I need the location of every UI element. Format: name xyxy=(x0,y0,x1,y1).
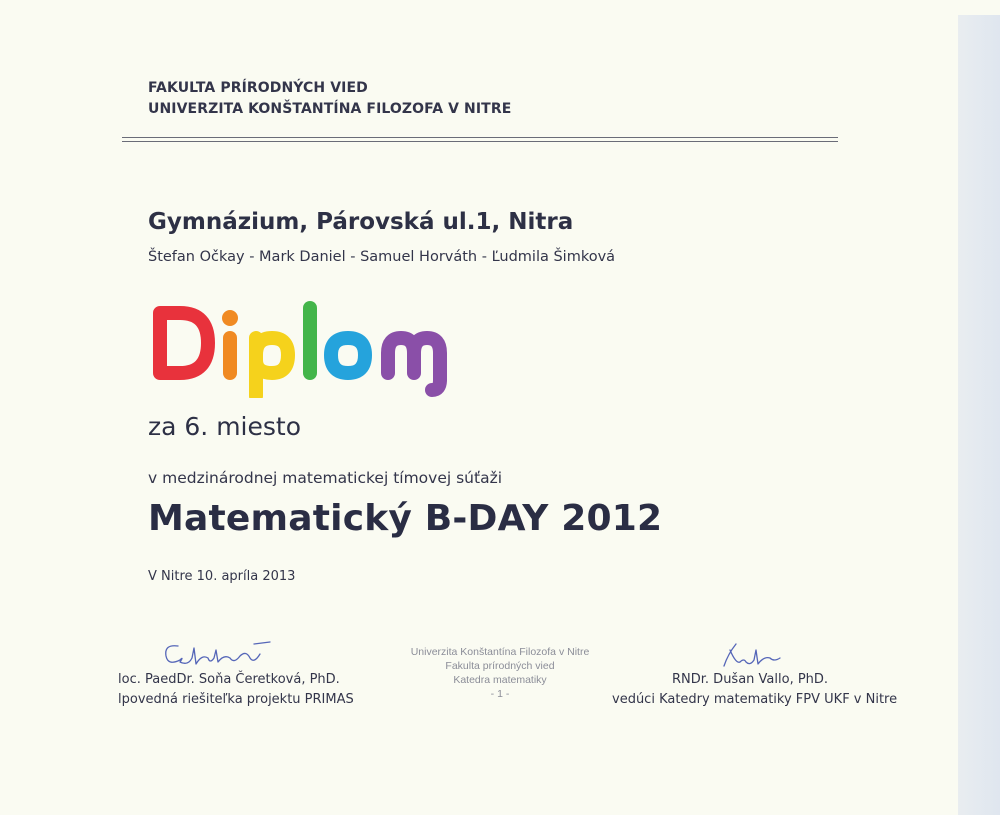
university-name: UNIVERZITA KONŠTANTÍNA FILOZOFA V NITRE xyxy=(148,101,512,117)
diplom-i-dot xyxy=(222,310,238,326)
left-signatory-name: loc. PaedDr. Soňa Čeretková, PhD. xyxy=(118,672,340,687)
left-signature xyxy=(158,636,278,672)
left-signatory-role: lpovedná riešiteľka projektu PRIMAS xyxy=(118,692,354,707)
competition-description: v medzinárodnej matematickej tímovej súťaži xyxy=(148,469,503,487)
header-rule-bottom xyxy=(122,141,838,142)
official-stamp xyxy=(400,645,600,701)
header-rule-top xyxy=(122,137,838,138)
award-place: za 6. miesto xyxy=(148,412,301,441)
scan-edge-shadow xyxy=(958,15,1000,815)
diplom-letter-m xyxy=(388,338,440,390)
faculty-name: FAKULTA PRÍRODNÝCH VIED xyxy=(148,80,368,96)
document-header xyxy=(148,78,511,120)
stamp-line-3: Katedra matematiky xyxy=(453,674,547,686)
diplom-letter-d xyxy=(160,313,208,373)
right-signatory-role: vedúci Katedry matematiky FPV UKF v Nitre xyxy=(612,692,898,707)
school-name: Gymnázium, Párovská ul.1, Nitra xyxy=(148,209,574,235)
student-names: Štefan Očkay - Mark Daniel - Samuel Horváth - Ľudmila Šimková xyxy=(148,249,616,265)
stamp-line-1: Univerzita Konštantína Filozofa v Nitre xyxy=(410,646,590,658)
right-signatory-name: RNDr. Dušan Vallo, PhD. xyxy=(672,672,829,687)
diplom-title xyxy=(148,298,448,398)
right-signature xyxy=(718,640,798,672)
diplom-text-hidden: Diplom xyxy=(148,298,152,299)
diplom-letter-p xyxy=(256,338,288,396)
diplom-letter-o xyxy=(331,338,365,373)
issue-date: V Nitre 10. apríla 2013 xyxy=(148,569,296,584)
event-title: Matematický B-DAY 2012 xyxy=(148,498,663,539)
stamp-line-4: - 1 - xyxy=(490,688,510,700)
stamp-line-2: Fakulta prírodných vied xyxy=(445,660,555,672)
